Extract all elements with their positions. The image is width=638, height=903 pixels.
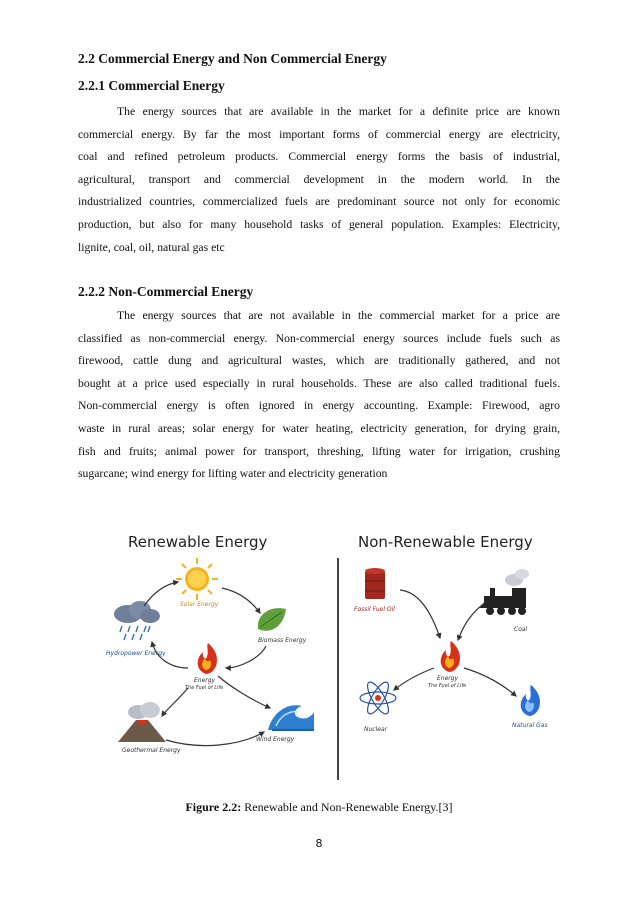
natural-gas-label: Natural Gas xyxy=(512,722,548,729)
sun-icon xyxy=(176,558,218,600)
paragraph-line: industrialized countries, commercialized fuels are predominant source not only for economic xyxy=(78,195,560,209)
paragraph-line: waste in rural areas; solar energy for water heating, electricity generation, for drying grain, xyxy=(78,421,560,435)
nonrenewable-title: Non-Renewable Energy xyxy=(358,533,533,551)
nonrenewable-center-label: Energy xyxy=(437,675,459,682)
paragraph-line: production, but also for many household tasks of general population. Examples: Electricity, xyxy=(78,217,560,231)
nuclear-label: Nuclear xyxy=(364,726,388,733)
nonrenewable-center-sublabel: The Fuel of Life xyxy=(428,683,467,689)
volcano-icon xyxy=(118,702,166,742)
noncommercial-energy-paragraph xyxy=(78,305,560,486)
energy-figure xyxy=(100,518,560,786)
paragraph-line: agricultural, transport and commercial development in the modern world. In the xyxy=(78,172,560,186)
oil-drum-icon xyxy=(365,568,385,599)
paragraph-line: Non-commercial energy is often ignored in energy accounting. Example: Firewood, agro xyxy=(78,399,560,413)
paragraph-line: The energy sources that are available in the market for a definite price are known xyxy=(117,105,560,118)
paragraph-line: coal and refined petroleum products. Commercial energy forms the basis of industrial, xyxy=(78,150,560,164)
wave-icon xyxy=(268,705,314,730)
leaf-icon xyxy=(258,608,286,631)
locomotive-icon xyxy=(480,569,529,615)
figure-caption xyxy=(0,800,638,815)
biomass-label: Biomass Energy xyxy=(258,637,307,644)
renewable-center-sublabel: The Fuel of Life xyxy=(185,685,224,691)
noncommercial-energy-heading: 2.2.2 Non-Commercial Energy xyxy=(78,284,254,299)
page-number: 8 xyxy=(315,837,323,850)
gas-flame-icon xyxy=(521,685,540,716)
section-heading: 2.2 Commercial Energy and Non Commercial Energy xyxy=(78,51,387,66)
atom-icon xyxy=(360,679,396,716)
commercial-energy-heading: 2.2.1 Commercial Energy xyxy=(78,78,225,93)
renewable-title: Renewable Energy xyxy=(128,533,268,551)
flame-icon xyxy=(198,643,217,674)
geothermal-label: Geothermal Energy xyxy=(122,747,181,754)
paragraph-line: classified as non-commercial energy. Non-commercial energy sources include fuels such as xyxy=(78,331,560,345)
paragraph-line: fish and fruits; animal power for transport, threshing, lifting water for irrigation, crushing xyxy=(78,444,560,458)
paragraph-line: firewood, cattle dung and agricultural wastes, which are traditionally gathered, and not xyxy=(78,354,560,368)
hydropower-label: Hydropower Energy xyxy=(106,650,166,657)
paragraph-line: sugarcane; wind energy for lifting water and electricity generation xyxy=(78,467,388,481)
renewable-center-label: Energy xyxy=(194,677,216,684)
caption-text: Renewable and Non-Renewable Energy.[3] xyxy=(241,800,453,814)
paragraph-line: The energy sources that are not available in the commercial market for a price are xyxy=(117,309,560,322)
caption-label: Figure 2.2: xyxy=(185,800,242,814)
paragraph-line: commercial energy. By far the most important forms of commercial energy are electricity, xyxy=(78,127,560,141)
rain-cloud-icon xyxy=(114,601,160,640)
fossil-fuel-label: Fossil Fuel Oil xyxy=(354,606,395,613)
wind-label: Wind Energy xyxy=(256,736,295,743)
paragraph-line: bought at a price used especially in rural households. These are also called traditional fuels. xyxy=(78,376,560,390)
commercial-energy-paragraph xyxy=(78,101,560,259)
flame-icon xyxy=(441,641,460,672)
solar-label: Solar Energy xyxy=(180,601,219,608)
paragraph-line: lignite, coal, oil, natural gas etc xyxy=(78,240,225,254)
coal-label: Coal xyxy=(514,626,528,633)
